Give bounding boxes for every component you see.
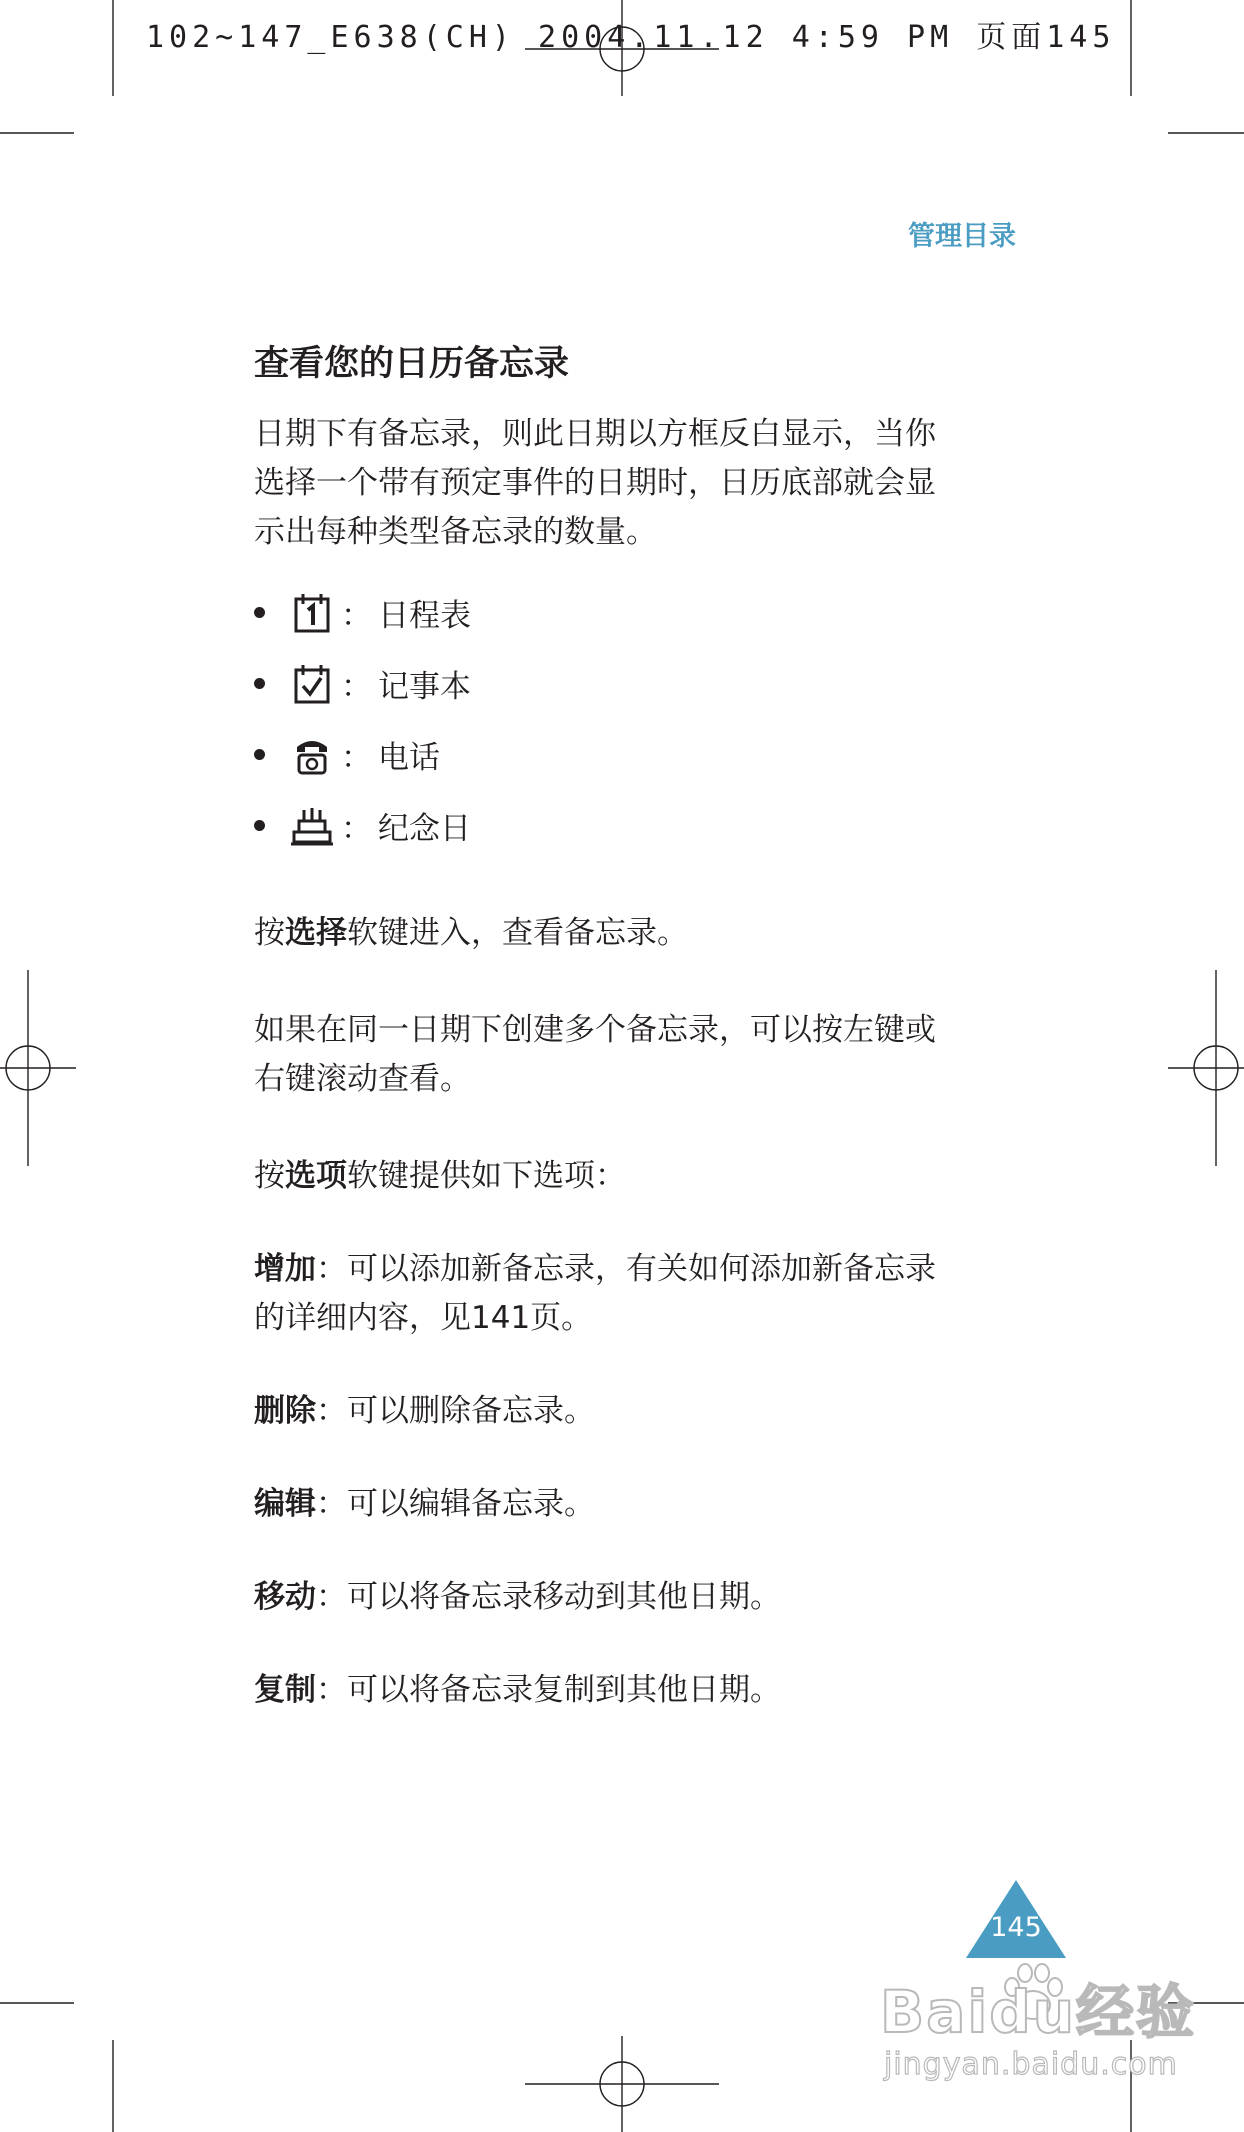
option-description: ：可以将备忘录复制到其他日期。 (316, 1672, 781, 1708)
scroll-note-line: 右键滚动查看。 (254, 1061, 471, 1097)
print-slug: 102~147_E638(CH) 2004.11.12 4:59 PM 页面145 (146, 20, 1116, 55)
memo-type-item (254, 577, 994, 648)
baidu-watermark (880, 1965, 1197, 2095)
bullet-dot (254, 749, 265, 760)
option-term: 编辑 (254, 1486, 316, 1522)
instruction-text: 软键进入，查看备忘录。 (347, 915, 688, 951)
option-copy (254, 1666, 994, 1715)
schedule-icon (291, 591, 333, 635)
intro-line: 选择一个带有预定事件的日期时，日历底部就会显 (254, 465, 936, 501)
option-description: ：可以添加新备忘录，有关如何添加新备忘录 (316, 1251, 936, 1287)
telephone-icon (291, 733, 333, 777)
scroll-note-line: 如果在同一日期下创建多个备忘录，可以按左键或 (254, 1012, 936, 1048)
instruction-prefix: 按 (254, 1158, 285, 1194)
intro-line: 日期下有备忘录，则此日期以方框反白显示，当你 (254, 416, 936, 452)
bullet-dot (254, 607, 265, 618)
options-softkey-term: 选项 (285, 1158, 347, 1194)
instruction-text: 软键提供如下选项： (347, 1158, 626, 1194)
separator: ： (341, 811, 372, 847)
options-instruction (254, 1152, 994, 1201)
separator: ： (341, 598, 372, 634)
memo-type-item (254, 790, 994, 861)
bullet-dot (254, 678, 265, 689)
anniversary-cake-icon (291, 804, 333, 848)
option-description: 的详细内容，见141页。 (254, 1300, 593, 1336)
intro-paragraph (254, 410, 994, 557)
memo-type-label: 日程表 (378, 598, 471, 634)
option-delete (254, 1387, 994, 1436)
memo-type-item (254, 719, 994, 790)
section-title: 管理目录 (908, 221, 1016, 252)
bullet-dot (254, 820, 265, 831)
option-term: 删除 (254, 1393, 316, 1429)
memo-type-label: 记事本 (378, 669, 471, 705)
page-number: 145 (990, 1912, 1042, 1943)
option-term: 增加 (254, 1251, 316, 1287)
select-instruction (254, 909, 994, 958)
intro-line: 示出每种类型备忘录的数量。 (254, 514, 657, 550)
instruction-prefix: 按 (254, 915, 285, 951)
option-description: ：可以将备忘录移动到其他日期。 (316, 1579, 781, 1615)
page-content (254, 336, 994, 1715)
option-description: ：可以编辑备忘录。 (316, 1486, 595, 1522)
memo-type-list (254, 577, 994, 861)
option-add (254, 1245, 994, 1343)
memo-type-item (254, 648, 994, 719)
memo-type-label: 电话 (378, 740, 440, 776)
page-heading: 查看您的日历备忘录 (254, 344, 570, 384)
option-description: ：可以删除备忘录。 (316, 1393, 595, 1429)
option-move (254, 1573, 994, 1622)
watermark-url: jingyan.baidu.com (884, 2047, 1178, 2082)
memo-check-icon (291, 662, 333, 706)
option-term: 复制 (254, 1672, 316, 1708)
option-edit (254, 1480, 994, 1529)
scroll-note (254, 1006, 994, 1104)
memo-type-label: 纪念日 (378, 811, 471, 847)
option-term: 移动 (254, 1579, 316, 1615)
watermark-logo: Baidu经验 (880, 1978, 1197, 2046)
select-softkey-term: 选择 (285, 915, 347, 951)
separator: ： (341, 669, 372, 705)
separator: ： (341, 740, 372, 776)
